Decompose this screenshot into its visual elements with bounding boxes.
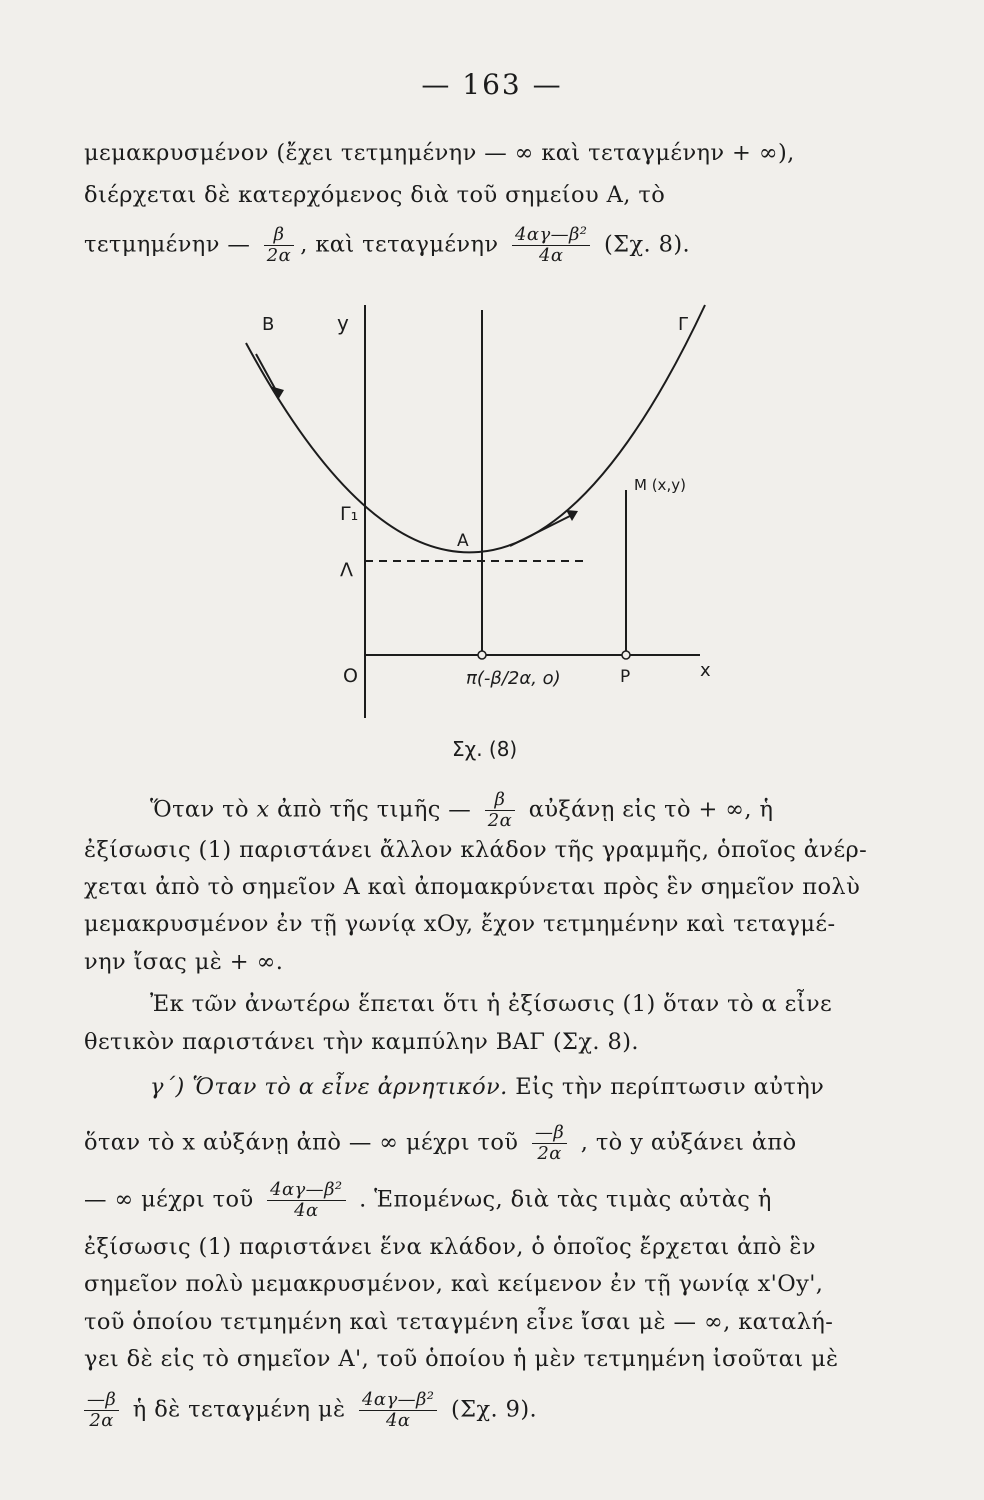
text-segment: ὅταν τὸ x αὐξάνῃ ἀπὸ — ∞ μέχρι τοῦ: [84, 1129, 519, 1156]
text-segment: τετμημένην —: [84, 231, 251, 258]
text-line-p1: [150, 790, 874, 831]
fraction-numerator: —β: [532, 1123, 567, 1144]
label-Pi: π(-β/2α, o): [466, 668, 561, 689]
fraction-beta-over-2a: [485, 790, 515, 831]
text-segment: . Ἑπομένως, διὰ τὰς τιμὰς αὐτὰς ἡ: [359, 1186, 772, 1213]
text-line-p13: τοῦ ὁποίου τετμημένη καὶ τεταγμένη εἶνε ἴσαι μὲ — ∞, καταλή-: [84, 1309, 834, 1335]
label-B: B: [262, 314, 275, 335]
arrow-shaft-right: [510, 515, 572, 546]
fraction-numerator: 4αγ—β²: [512, 225, 590, 246]
fraction-expression: [267, 1180, 345, 1221]
fraction-neg-beta-over-2a: [84, 1390, 119, 1431]
point-pi: [478, 651, 486, 659]
text-line-p15: [84, 1390, 874, 1431]
parabola-curve: [246, 305, 705, 552]
fraction-numerator: 4αγ—β²: [267, 1180, 345, 1201]
arrow-head-right: [566, 510, 578, 521]
label-G: Γ: [678, 314, 689, 335]
fraction-denominator: 2α: [89, 1410, 114, 1431]
text-segment: (Σχ. 8).: [603, 231, 691, 258]
text-line-p2: ἐξίσωσις (1) παριστάνει ἄλλον κλάδον τῆς γραμμῆς, ὁποῖος ἀνέρ-: [84, 837, 868, 863]
text-line-p9: [84, 1123, 874, 1164]
fraction-denominator: 2α: [487, 810, 513, 831]
label-A: A: [457, 531, 469, 551]
text-segment: αὐξάνῃ εἰς τὸ + ∞, ἡ: [528, 796, 774, 823]
text-line-p7: θετικὸν παριστάνει τὴν καμπύλην ΒΑΓ (Σχ. 8).: [84, 1029, 639, 1055]
fraction-numerator: —β: [84, 1390, 119, 1411]
text-line-1: μεμακρυσμένον (ἔχει τετμημένην — ∞ καὶ τεταγμένην + ∞),: [84, 140, 795, 166]
text-segment: x: [256, 796, 270, 823]
text-line-p6: Ἐκ τῶν ἀνωτέρω ἕπεται ὅτι ἡ ἐξίσωσις (1) ὅταν τὸ α εἶνε: [150, 991, 833, 1017]
text-line-p8: [150, 1072, 874, 1102]
label-x: x: [700, 660, 711, 681]
fraction-denominator: 4α: [539, 245, 564, 266]
text-segment: καὶ τεταγμένην: [315, 231, 499, 258]
label-M: M (x,y): [634, 476, 686, 494]
text-line-p14: γει δὲ εἰς τὸ σημεῖον Α', τοῦ ὁποίου ἡ μὲν τετμημένη ἰσοῦται μὲ: [84, 1346, 839, 1372]
text-segment: Εἰς τὴν περίπτωσιν αὐτὴν: [515, 1074, 825, 1100]
figure-caption: Σχ. (8): [452, 737, 518, 761]
fraction-numerator: β: [485, 790, 515, 811]
page-number: — 163 —: [421, 68, 563, 101]
text-line-p4: μεμακρυσμένον ἐν τῇ γωνίᾳ xOy, ἔχον τετμημένην καὶ τεταγμέ-: [84, 911, 836, 937]
fraction-denominator: 2α: [266, 245, 292, 266]
label-P: P: [620, 667, 631, 687]
text-line-p5: νην ἴσας μὲ + ∞.: [84, 949, 284, 975]
fraction-neg-beta-over-2a: [532, 1123, 567, 1164]
fraction-denominator: 4α: [294, 1200, 319, 1221]
text-line-p10: [84, 1180, 874, 1221]
label-O: O: [343, 665, 358, 687]
text-segment: ἀπὸ τῆς τιμῆς —: [277, 796, 472, 823]
fraction-denominator: 4α: [386, 1410, 411, 1431]
text-segment: — ∞ μέχρι τοῦ: [84, 1186, 254, 1213]
label-y: y: [337, 311, 349, 335]
text-line-2: διέρχεται δὲ κατερχόμενος διὰ τοῦ σημείου Α, τὸ: [84, 182, 666, 208]
arrow-head-left: [270, 386, 284, 400]
text-line-p12: σημεῖον πολὺ μεμακρυσμένον, καὶ κείμενον ἐν τῇ γωνίᾳ x'Oy',: [84, 1271, 824, 1297]
text-line-p11: ἐξίσωσις (1) παριστάνει ἕνα κλάδον, ὁ ὁποῖος ἔρχεται ἀπὸ ἓν: [84, 1234, 816, 1260]
text-segment: ἡ δὲ τεταγμένη μὲ: [132, 1396, 346, 1423]
label-Lambda: Λ: [340, 559, 353, 581]
text-line-p3: χεται ἀπὸ τὸ σημεῖον Α καὶ ἀπομακρύνεται πρὸς ἓν σημεῖον πολὺ: [84, 874, 861, 900]
fraction-denominator: 2α: [537, 1143, 562, 1164]
text-line-3: τετμημένην — $\frac{\beta}{2\alpha}$ , καὶ τεταγμένην $\frac{\text{4αγ—β²}}{4\alpha}$ (Σχ. 8).: [84, 224, 691, 266]
label-G1: Γ₁: [340, 503, 359, 525]
text-segment: Ὅταν τὸ: [150, 796, 249, 823]
text-segment: , τὸ y αὐξάνει ἀπὸ: [580, 1129, 797, 1156]
fraction-numerator: β: [264, 225, 294, 246]
fraction-numerator: 4αγ—β²: [359, 1390, 437, 1411]
text-segment: γ΄) Ὅταν τὸ α εἶνε ἀρνητικόν.: [150, 1074, 508, 1100]
point-P: [622, 651, 630, 659]
fraction-expression: [359, 1390, 437, 1431]
text-segment: (Σχ. 9).: [450, 1396, 538, 1423]
